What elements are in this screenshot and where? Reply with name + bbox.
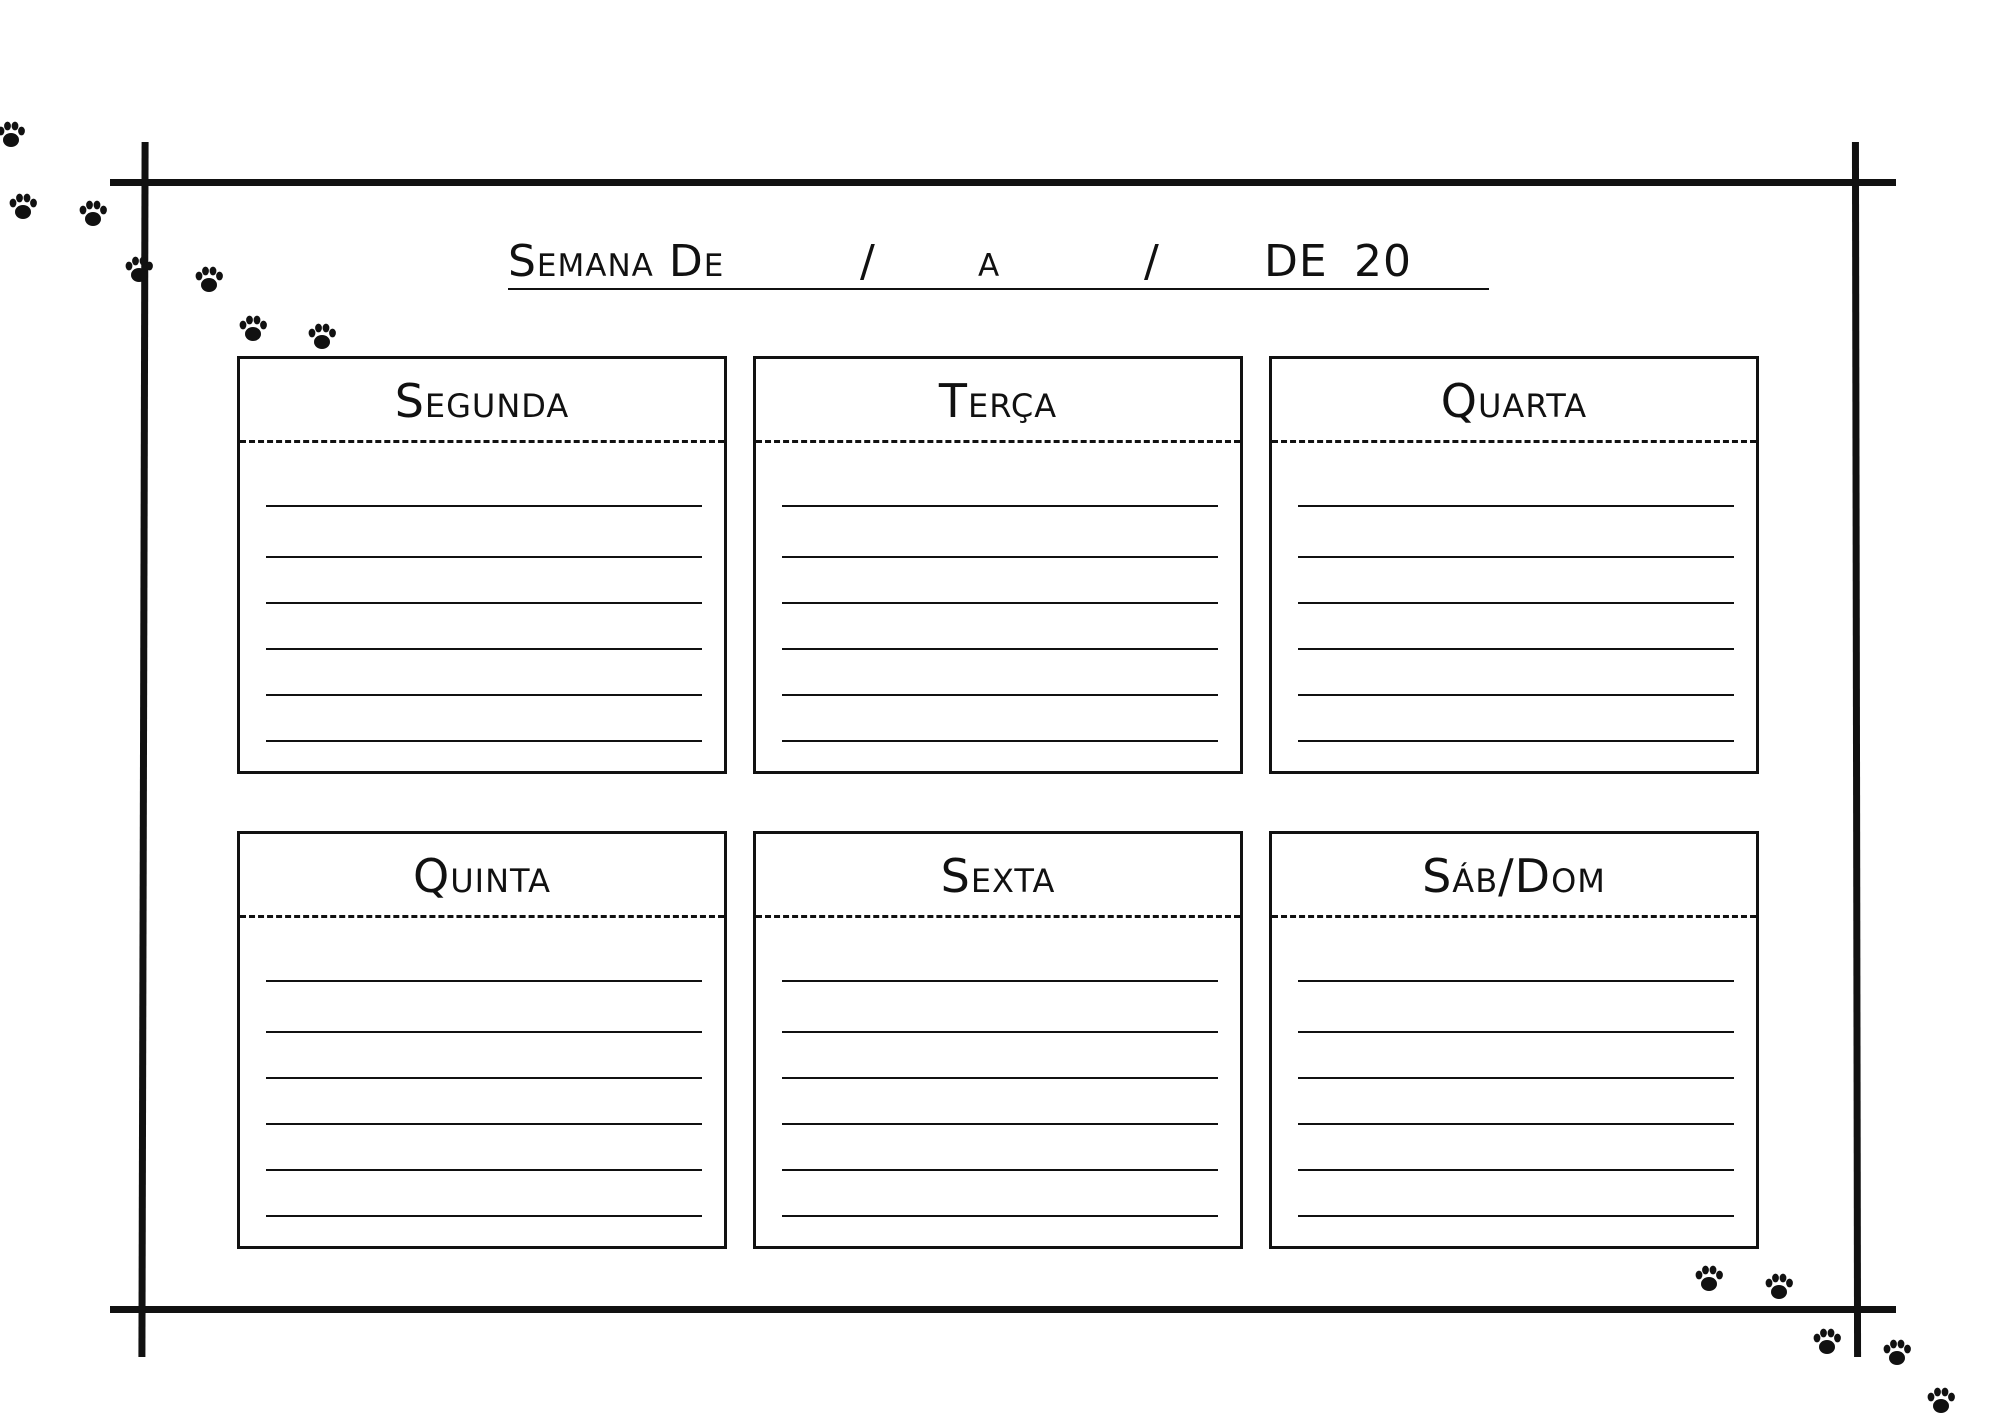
writing-line[interactable] — [266, 1215, 702, 1217]
paw-print-icon — [122, 253, 156, 287]
writing-line[interactable] — [1298, 1031, 1734, 1033]
paw-print-icon — [6, 190, 40, 224]
writing-line[interactable] — [1298, 1169, 1734, 1171]
writing-line[interactable] — [782, 1123, 1218, 1125]
week-header-de: DE — [1264, 236, 1328, 287]
writing-line[interactable] — [1298, 980, 1734, 982]
writing-line[interactable] — [266, 1031, 702, 1033]
writing-line[interactable] — [266, 740, 702, 742]
frame-left-line — [138, 142, 148, 1357]
day-title: Quarta — [1272, 359, 1756, 443]
writing-line[interactable] — [782, 1077, 1218, 1079]
week-header-slash-end: / — [1144, 236, 1160, 287]
writing-line[interactable] — [1298, 1077, 1734, 1079]
writing-line[interactable] — [1298, 602, 1734, 604]
writing-line[interactable] — [266, 1077, 702, 1079]
writing-line[interactable] — [782, 694, 1218, 696]
paw-print-icon — [1810, 1325, 1844, 1359]
writing-line[interactable] — [782, 1215, 1218, 1217]
paw-print-icon — [1880, 1336, 1914, 1370]
writing-line[interactable] — [782, 556, 1218, 558]
day-box-quinta — [237, 831, 727, 1249]
week-header-slash-start: / — [860, 236, 876, 287]
writing-line[interactable] — [1298, 556, 1734, 558]
paw-print-icon — [76, 197, 110, 231]
day-box-segunda — [237, 356, 727, 774]
writing-line[interactable] — [782, 740, 1218, 742]
day-box-terca — [753, 356, 1243, 774]
writing-line[interactable] — [1298, 1123, 1734, 1125]
writing-line[interactable] — [782, 980, 1218, 982]
writing-line[interactable] — [266, 980, 702, 982]
writing-line[interactable] — [782, 602, 1218, 604]
week-header-year: 20 — [1354, 236, 1412, 287]
day-title: Sexta — [756, 834, 1240, 918]
frame-right-line — [1852, 142, 1861, 1357]
day-title: Quinta — [240, 834, 724, 918]
frame-bottom-line — [110, 1306, 1896, 1313]
writing-line[interactable] — [1298, 1215, 1734, 1217]
paw-print-icon — [1762, 1270, 1796, 1304]
week-header — [508, 236, 1489, 290]
paw-print-icon — [305, 320, 339, 354]
week-header-prefix: Semana De — [508, 236, 725, 287]
writing-line[interactable] — [266, 694, 702, 696]
writing-line[interactable] — [266, 505, 702, 507]
day-box-sab-dom — [1269, 831, 1759, 1249]
writing-line[interactable] — [1298, 740, 1734, 742]
paw-print-icon — [192, 263, 226, 297]
frame-top-line — [110, 179, 1896, 186]
writing-line[interactable] — [782, 1031, 1218, 1033]
writing-line[interactable] — [266, 602, 702, 604]
paw-print-icon — [1692, 1262, 1726, 1296]
writing-line[interactable] — [1298, 694, 1734, 696]
writing-line[interactable] — [782, 505, 1218, 507]
day-title: Segunda — [240, 359, 724, 443]
week-header-connector: a — [978, 236, 1001, 287]
writing-line[interactable] — [1298, 648, 1734, 650]
writing-line[interactable] — [1298, 505, 1734, 507]
paw-print-icon — [0, 118, 28, 152]
writing-line[interactable] — [782, 1169, 1218, 1171]
writing-line[interactable] — [266, 1169, 702, 1171]
writing-line[interactable] — [266, 648, 702, 650]
paw-print-icon — [236, 312, 270, 346]
day-box-sexta — [753, 831, 1243, 1249]
day-title: Sáb/Dom — [1272, 834, 1756, 918]
writing-line[interactable] — [782, 648, 1218, 650]
day-title: Terça — [756, 359, 1240, 443]
writing-line[interactable] — [266, 1123, 702, 1125]
day-box-quarta — [1269, 356, 1759, 774]
writing-line[interactable] — [266, 556, 702, 558]
paw-print-icon — [1924, 1384, 1958, 1418]
